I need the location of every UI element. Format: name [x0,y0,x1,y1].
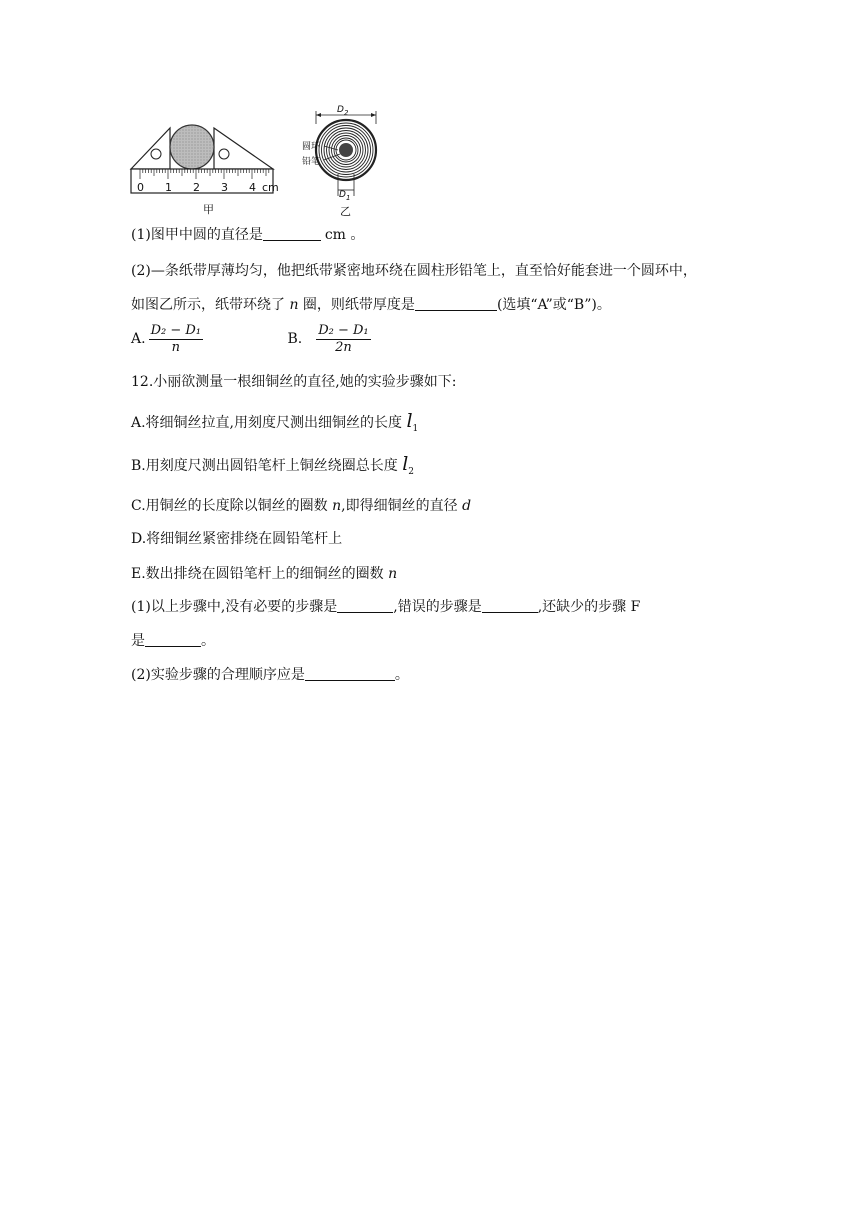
ruler-number: 1 [165,181,172,194]
answer-blank[interactable] [482,598,538,613]
answer-blank[interactable] [145,632,201,647]
yi-ring-label: 圆环 [302,142,321,152]
option-a: A. $\frac{\text{D₂ − D₁}}{n}$ [131,322,201,355]
q12-sub1-line1: (1)以上步骤中,没有必要的步骤是 ,错误的步骤是 ,还缺少的步骤 F [131,599,641,615]
q2-line1: (2)—条纸带厚薄均匀，他把纸带紧密地环绕在圆柱形铅笔上，直至恰好能套进一个圆环中， [131,263,697,279]
q12-step-d: D.将细铜丝紧密排绕在圆铅笔杆上 [131,531,343,547]
ruler-number: 3 [221,181,228,194]
q12-sub2: (2)实验步骤的合理顺序应是 。 [131,667,409,683]
yi-d2-label: $D_2$ [337,105,349,117]
answer-blank[interactable] [337,598,393,613]
yi-d1-label: $D_1$ [339,190,351,202]
q2-line2: 如图乙所示，纸带环绕了 n 圈，则纸带厚度是 (选填“A”或“B”)。 [131,297,611,313]
yi-pencil-label: 铅笔 [302,157,321,167]
figure-jia-caption: 甲 [203,203,214,216]
q12-step-e: E.数出排绕在圆铅笔杆上的细铜丝的圈数 n [131,566,398,582]
q12-intro: 12.小丽欲测量一根细铜丝的直径,她的实验步骤如下: [131,374,457,390]
ruler-number: 0 [137,181,144,194]
q12-step-a: A.将细铜丝拉直,用刻度尺测出细铜丝的长度 $l_1$ [131,410,419,434]
answer-blank[interactable] [415,296,497,311]
q12-step-b: B.用刻度尺测出圆铅笔杆上铜丝绕圈总长度 $l_2$ [131,453,414,477]
option-b: B. $\frac{\text{D₂ − D₁}}{2n}$ [287,322,369,355]
ruler-unit: cm [262,181,279,194]
ruler-number: 4 [249,181,256,194]
answer-blank[interactable] [305,666,395,681]
q1-line: (1)图甲中圆的直径是 cm 。 [131,227,365,243]
q12-sub1-line2: 是 。 [131,633,215,649]
q12-step-c: C.用铜丝的长度除以铜丝的圈数 n,即得细铜丝的直径 d [131,498,472,514]
ruler-number: 2 [193,181,200,194]
q2-options [131,322,371,356]
answer-blank[interactable] [263,226,321,241]
figure-yi-caption: 乙 [340,205,351,218]
